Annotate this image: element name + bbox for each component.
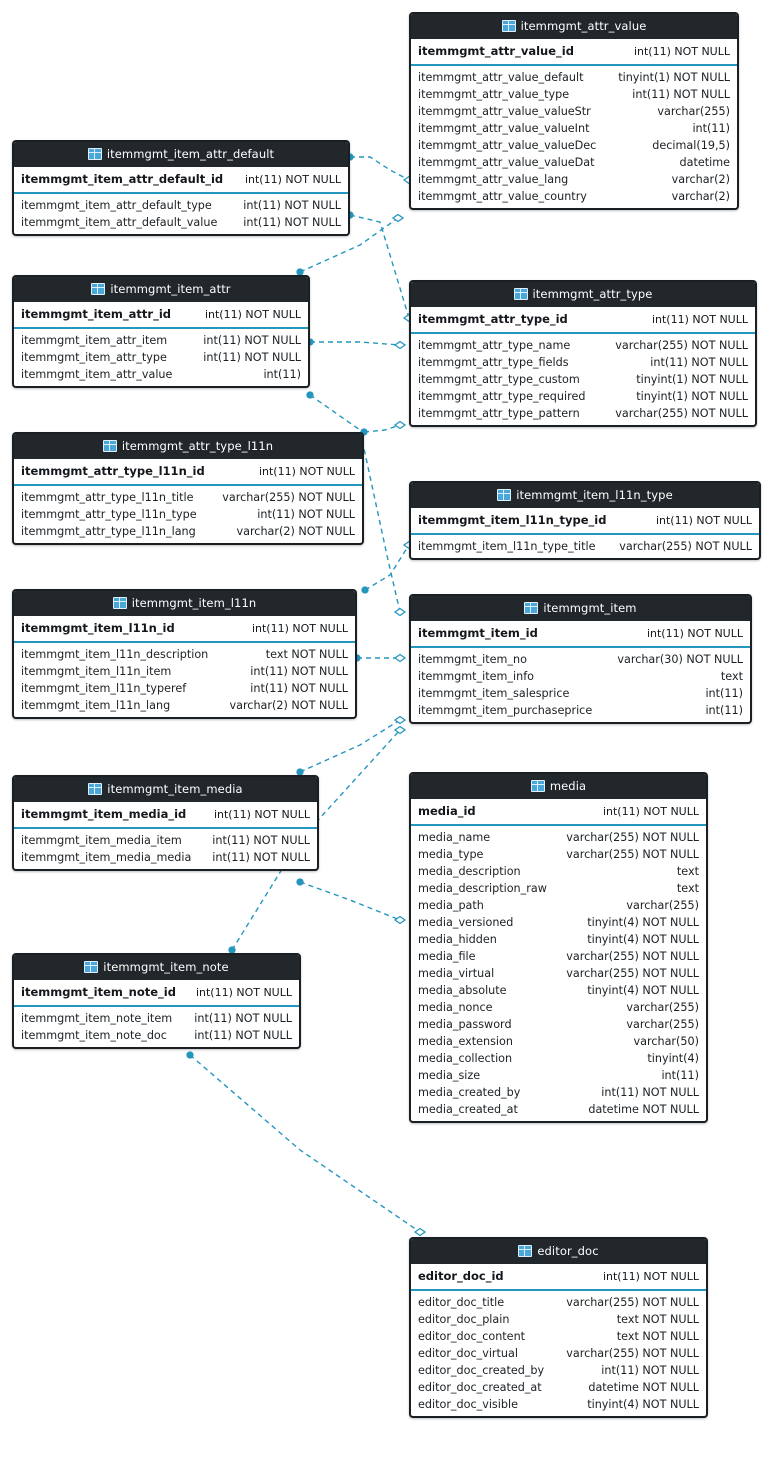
relation-endpoint-dot (307, 392, 313, 398)
column-type: datetime NOT NULL (588, 1381, 699, 1394)
column-row (411, 1311, 706, 1328)
column-type: int(11) NOT NULL (655, 514, 752, 527)
column-type: varchar(255) NOT NULL (615, 407, 748, 420)
table-title: itemmgmt_item_l11n_type (516, 488, 673, 502)
column-row (411, 651, 750, 668)
column-name: itemmgmt_attr_value_valueDat (418, 156, 595, 169)
column-name: editor_doc_content (418, 1330, 526, 1343)
column-type: int(11) NOT NULL (203, 334, 301, 347)
column-name: itemmgmt_item_note_doc (21, 1029, 167, 1042)
column-name: editor_doc_created_at (418, 1381, 542, 1394)
relation-line (350, 215, 409, 318)
column-type: varchar(255) (626, 1001, 699, 1014)
column-type: int(11) NOT NULL (650, 356, 748, 369)
column-row (411, 1067, 706, 1084)
column-list (14, 829, 317, 869)
column-row (411, 982, 706, 999)
column-type: int(11) NOT NULL (251, 622, 348, 635)
column-type: tinyint(4) NOT NULL (587, 933, 699, 946)
column-type: tinyint(4) NOT NULL (587, 1398, 699, 1411)
table-itemmgmt_item_media[interactable] (12, 775, 319, 871)
table-itemmgmt_item_note[interactable] (12, 953, 301, 1049)
relation-endpoint-dot (187, 1052, 193, 1058)
column-name: itemmgmt_item_attr_default_type (21, 199, 212, 212)
column-name: itemmgmt_attr_value_lang (418, 173, 569, 186)
column-type: varchar(2) (671, 190, 730, 203)
table-title: itemmgmt_item (543, 601, 637, 615)
column-row (411, 1101, 706, 1118)
column-name: itemmgmt_attr_type_pattern (418, 407, 580, 420)
column-name: media_extension (418, 1035, 513, 1048)
table-title: itemmgmt_item_note (103, 960, 229, 974)
table-itemmgmt_item_l11n[interactable] (12, 589, 357, 719)
column-name: editor_doc_visible (418, 1398, 518, 1411)
column-row (411, 86, 737, 103)
column-name: itemmgmt_item_l11n_description (21, 648, 209, 661)
column-type: int(11) (692, 122, 730, 135)
table-title: itemmgmt_item_l11n (131, 596, 257, 610)
column-row (411, 137, 737, 154)
column-row (14, 366, 308, 383)
column-type: varchar(255) (626, 1018, 699, 1031)
table-header (14, 955, 299, 980)
column-name: itemmgmt_item_l11n_id (21, 621, 175, 635)
column-row (14, 506, 362, 523)
column-type: varchar(255) NOT NULL (566, 848, 699, 861)
column-row (411, 999, 706, 1016)
primary-key-row (14, 802, 317, 829)
column-name: itemmgmt_item_media_media (21, 851, 192, 864)
column-row (411, 668, 750, 685)
column-type: int(11) NOT NULL (244, 173, 341, 186)
primary-key-row (411, 307, 755, 334)
column-row (14, 680, 355, 697)
column-name: itemmgmt_attr_value_type (418, 88, 570, 101)
primary-key-row (14, 616, 355, 643)
primary-key-row (411, 621, 750, 648)
column-name: itemmgmt_attr_type_id (418, 312, 568, 326)
column-name: itemmgmt_item_salesprice (418, 687, 570, 700)
column-row (411, 863, 706, 880)
column-type: text (676, 882, 699, 895)
column-name: itemmgmt_item_l11n_lang (21, 699, 171, 712)
table-icon (514, 288, 528, 300)
column-name: media_versioned (418, 916, 514, 929)
column-row (411, 1396, 706, 1413)
primary-key-row (14, 459, 362, 486)
column-type: varchar(255) NOT NULL (222, 491, 355, 504)
column-name: itemmgmt_attr_type_l11n_title (21, 491, 194, 504)
relation-endpoint-dot (297, 879, 303, 885)
column-type: int(11) NOT NULL (633, 45, 730, 58)
column-name: itemmgmt_item_note_id (21, 985, 176, 999)
column-name: itemmgmt_item_media_item (21, 834, 182, 847)
column-name: editor_doc_created_by (418, 1364, 545, 1377)
column-list (411, 1291, 706, 1416)
table-icon (84, 961, 98, 973)
primary-key-row (411, 39, 737, 66)
primary-key-row (14, 980, 299, 1007)
column-type: varchar(255) NOT NULL (619, 540, 752, 553)
table-media[interactable] (409, 772, 708, 1123)
column-row (14, 646, 355, 663)
table-header (411, 774, 706, 799)
column-list (14, 643, 355, 717)
column-type: int(11) NOT NULL (250, 665, 348, 678)
column-type: varchar(255) NOT NULL (566, 950, 699, 963)
relation-endpoint-diamond (395, 717, 405, 724)
column-type: varchar(2) NOT NULL (236, 525, 355, 538)
table-icon (88, 148, 102, 160)
column-type: int(11) (263, 368, 301, 381)
relation-endpoint-dot (362, 587, 368, 593)
column-row (411, 1294, 706, 1311)
column-list (14, 486, 362, 543)
table-header (14, 277, 308, 302)
column-name: media_hidden (418, 933, 497, 946)
table-header (14, 434, 362, 459)
column-name: itemmgmt_item_l11n_type_title (418, 540, 596, 553)
column-row (411, 405, 755, 422)
column-name: itemmgmt_item_media_id (21, 807, 187, 821)
column-list (14, 329, 308, 386)
column-type: tinyint(4) (647, 1052, 699, 1065)
column-name: media_created_at (418, 1103, 518, 1116)
column-name: editor_doc_plain (418, 1313, 510, 1326)
column-type: tinyint(1) NOT NULL (636, 373, 748, 386)
column-row (411, 371, 755, 388)
column-row (14, 332, 308, 349)
column-row (411, 1379, 706, 1396)
column-row (411, 948, 706, 965)
relation-endpoint-diamond (395, 609, 405, 616)
table-title: itemmgmt_item_attr (110, 282, 231, 296)
table-icon (531, 780, 545, 792)
column-name: media_path (418, 899, 484, 912)
column-name: itemmgmt_attr_value_valueInt (418, 122, 590, 135)
column-name: itemmgmt_attr_value_default (418, 71, 584, 84)
column-type: datetime (679, 156, 730, 169)
relation-line (310, 342, 400, 345)
column-list (14, 1007, 299, 1047)
column-row (14, 1010, 299, 1027)
column-row (411, 931, 706, 948)
column-name: media_password (418, 1018, 512, 1031)
primary-key-row (411, 799, 706, 826)
column-name: itemmgmt_attr_type_name (418, 339, 571, 352)
column-row (411, 1328, 706, 1345)
column-type: decimal(19,5) (652, 139, 730, 152)
column-type: int(11) NOT NULL (212, 851, 310, 864)
column-type: tinyint(4) NOT NULL (587, 916, 699, 929)
column-list (14, 194, 348, 234)
column-type: int(11) NOT NULL (601, 1364, 699, 1377)
column-row (411, 1016, 706, 1033)
column-row (411, 880, 706, 897)
column-row (14, 489, 362, 506)
column-row (411, 1050, 706, 1067)
relation-endpoint-diamond (395, 655, 405, 662)
table-title: media (549, 779, 587, 793)
column-type: varchar(255) NOT NULL (566, 1296, 699, 1309)
column-type: varchar(255) (657, 105, 730, 118)
column-type: varchar(255) NOT NULL (566, 967, 699, 980)
column-name: media_description (418, 865, 521, 878)
table-editor_doc[interactable] (409, 1237, 708, 1418)
column-type: int(11) NOT NULL (195, 986, 292, 999)
column-type: tinyint(1) NOT NULL (618, 71, 730, 84)
table-title: itemmgmt_attr_type (532, 287, 653, 301)
column-name: media_type (418, 848, 484, 861)
column-type: text NOT NULL (265, 648, 348, 661)
column-name: media_name (418, 831, 491, 844)
column-list (411, 535, 759, 558)
column-type: varchar(50) (633, 1035, 699, 1048)
table-icon (497, 489, 511, 501)
column-type: text NOT NULL (616, 1313, 699, 1326)
column-row (411, 337, 755, 354)
table-header (14, 591, 355, 616)
column-row (411, 1362, 706, 1379)
column-name: media_file (418, 950, 476, 963)
column-name: itemmgmt_item_purchaseprice (418, 704, 593, 717)
column-row (14, 214, 348, 231)
column-name: media_description_raw (418, 882, 547, 895)
column-row (411, 1345, 706, 1362)
table-header (411, 596, 750, 621)
column-name: itemmgmt_item_attr_id (21, 307, 171, 321)
relation-endpoint-diamond (393, 215, 403, 222)
column-list (411, 334, 755, 425)
primary-key-row (14, 302, 308, 329)
column-row (411, 1084, 706, 1101)
column-row (14, 663, 355, 680)
column-name: itemmgmt_item_no (418, 653, 527, 666)
column-name: media_collection (418, 1052, 513, 1065)
column-name: itemmgmt_attr_type_l11n_id (21, 464, 205, 478)
column-row (14, 1027, 299, 1044)
column-type: int(11) NOT NULL (243, 216, 341, 229)
column-row (411, 965, 706, 982)
table-itemmgmt_attr_value[interactable] (409, 12, 739, 210)
column-name: itemmgmt_attr_value_country (418, 190, 587, 203)
column-type: varchar(255) NOT NULL (566, 1347, 699, 1360)
table-header (411, 282, 755, 307)
column-row (411, 188, 737, 205)
column-row (411, 914, 706, 931)
column-name: editor_doc_id (418, 1269, 504, 1283)
column-name: media_absolute (418, 984, 507, 997)
column-type: int(11) NOT NULL (213, 808, 310, 821)
column-row (411, 538, 759, 555)
column-type: int(11) NOT NULL (646, 627, 743, 640)
column-type: int(11) NOT NULL (651, 313, 748, 326)
column-type: int(11) NOT NULL (243, 199, 341, 212)
column-type: int(11) NOT NULL (602, 805, 699, 818)
table-icon (502, 20, 516, 32)
column-name: editor_doc_title (418, 1296, 505, 1309)
table-header (411, 1239, 706, 1264)
table-title: itemmgmt_item_attr_default (106, 147, 275, 161)
column-type: int(11) NOT NULL (212, 834, 310, 847)
column-name: itemmgmt_item_l11n_typeref (21, 682, 187, 695)
column-row (411, 69, 737, 86)
primary-key-row (411, 508, 759, 535)
relation-line (365, 545, 409, 590)
column-name: itemmgmt_item_l11n_item (21, 665, 172, 678)
column-type: int(11) NOT NULL (194, 1012, 292, 1025)
relation-line (190, 1055, 420, 1232)
column-type: int(11) (661, 1069, 699, 1082)
table-icon (518, 1245, 532, 1257)
column-name: media_id (418, 804, 476, 818)
relation-endpoint-diamond (395, 727, 405, 734)
table-title: itemmgmt_attr_type_l11n (121, 439, 274, 453)
column-row (411, 354, 755, 371)
column-row (14, 349, 308, 366)
relation-endpoint-diamond (395, 342, 405, 349)
column-type: int(11) NOT NULL (250, 682, 348, 695)
column-row (411, 702, 750, 719)
column-name: itemmgmt_item_attr_default_value (21, 216, 218, 229)
table-itemmgmt_attr_type_l11n[interactable] (12, 432, 364, 545)
relation-endpoint-diamond (395, 917, 405, 924)
relation-endpoint-diamond (415, 1229, 425, 1236)
column-name: itemmgmt_attr_type_required (418, 390, 586, 403)
column-type: int(11) NOT NULL (257, 508, 355, 521)
column-list (411, 826, 706, 1121)
column-row (411, 685, 750, 702)
table-header (14, 142, 348, 167)
relation-endpoint-diamond (395, 422, 405, 429)
column-type: varchar(255) NOT NULL (615, 339, 748, 352)
column-type: int(11) (705, 687, 743, 700)
column-name: media_nonce (418, 1001, 493, 1014)
column-row (14, 197, 348, 214)
column-type: int(11) NOT NULL (258, 465, 355, 478)
column-name: itemmgmt_item_attr_type (21, 351, 167, 364)
table-header (411, 483, 759, 508)
column-name: itemmgmt_attr_value_valueDec (418, 139, 597, 152)
column-type: text (676, 865, 699, 878)
column-name: itemmgmt_attr_type_l11n_type (21, 508, 197, 521)
table-itemmgmt_item[interactable] (409, 594, 752, 724)
column-type: varchar(255) (626, 899, 699, 912)
column-row (14, 697, 355, 714)
column-type: int(11) NOT NULL (194, 1029, 292, 1042)
relation-line (350, 157, 409, 180)
column-type: int(11) NOT NULL (601, 1086, 699, 1099)
column-name: itemmgmt_item_l11n_type_id (418, 513, 607, 527)
column-row (411, 897, 706, 914)
table-itemmgmt_item_attr[interactable] (12, 275, 310, 388)
table-itemmgmt_item_l11n_type[interactable] (409, 481, 761, 560)
column-list (411, 66, 737, 208)
column-name: itemmgmt_attr_type_fields (418, 356, 569, 369)
column-name: itemmgmt_attr_value_valueStr (418, 105, 591, 118)
column-row (411, 154, 737, 171)
column-name: media_created_by (418, 1086, 521, 1099)
column-row (14, 523, 362, 540)
column-name: itemmgmt_item_attr_value (21, 368, 173, 381)
column-name: itemmgmt_attr_value_id (418, 44, 574, 58)
column-type: varchar(2) (671, 173, 730, 186)
column-name: itemmgmt_item_attr_default_id (21, 172, 224, 186)
table-itemmgmt_item_attr_default[interactable] (12, 140, 350, 236)
column-type: varchar(2) NOT NULL (229, 699, 348, 712)
column-type: int(11) NOT NULL (632, 88, 730, 101)
table-itemmgmt_attr_type[interactable] (409, 280, 757, 427)
column-type: text (720, 670, 743, 683)
primary-key-row (14, 167, 348, 194)
column-name: media_size (418, 1069, 481, 1082)
table-title: itemmgmt_item_media (107, 782, 243, 796)
column-type: int(11) NOT NULL (602, 1270, 699, 1283)
table-icon (88, 783, 102, 795)
table-title: itemmgmt_attr_value (520, 19, 647, 33)
column-row (411, 103, 737, 120)
column-name: media_virtual (418, 967, 495, 980)
column-type: int(11) NOT NULL (204, 308, 301, 321)
column-name: itemmgmt_item_id (418, 626, 538, 640)
table-icon (524, 602, 538, 614)
primary-key-row (411, 1264, 706, 1291)
column-row (411, 171, 737, 188)
table-icon (113, 597, 127, 609)
column-type: varchar(255) NOT NULL (566, 831, 699, 844)
column-type: tinyint(1) NOT NULL (636, 390, 748, 403)
column-type: text NOT NULL (616, 1330, 699, 1343)
table-title: editor_doc (537, 1244, 599, 1258)
relation-line (300, 720, 400, 772)
relation-line (300, 882, 400, 920)
column-row (411, 120, 737, 137)
relation-line (364, 425, 400, 432)
column-row (411, 1033, 706, 1050)
column-name: itemmgmt_item_note_item (21, 1012, 173, 1025)
column-row (411, 829, 706, 846)
column-type: datetime NOT NULL (588, 1103, 699, 1116)
column-type: int(11) NOT NULL (203, 351, 301, 364)
column-row (14, 832, 317, 849)
table-icon (103, 440, 117, 452)
column-name: itemmgmt_item_info (418, 670, 535, 683)
column-row (411, 388, 755, 405)
column-name: itemmgmt_attr_type_l11n_lang (21, 525, 196, 538)
column-type: int(11) (705, 704, 743, 717)
table-header (411, 14, 737, 39)
column-row (14, 849, 317, 866)
column-type: tinyint(4) NOT NULL (587, 984, 699, 997)
table-icon (91, 283, 105, 295)
column-name: editor_doc_virtual (418, 1347, 518, 1360)
table-header (14, 777, 317, 802)
column-type: varchar(30) NOT NULL (617, 653, 743, 666)
column-row (411, 846, 706, 863)
column-list (411, 648, 750, 722)
column-name: itemmgmt_item_attr_item (21, 334, 168, 347)
column-name: itemmgmt_attr_type_custom (418, 373, 580, 386)
